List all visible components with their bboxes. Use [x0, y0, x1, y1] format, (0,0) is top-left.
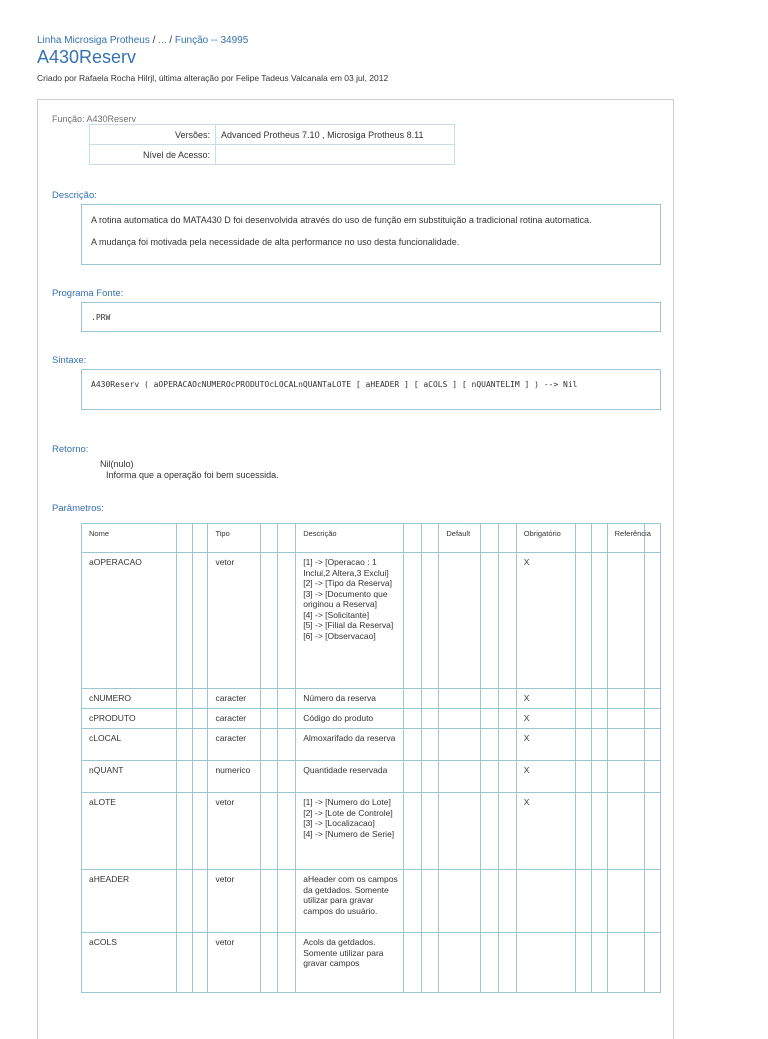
parametro-nome: nQUANT	[82, 761, 177, 793]
parametro-row	[82, 553, 661, 689]
parametro-tipo: caracter	[208, 709, 260, 729]
parametro-nome: cLOCAL	[82, 729, 177, 761]
parametro-tipo: caracter	[208, 729, 260, 761]
parametro-obrigatorio: X	[516, 553, 576, 689]
parametro-tipo: vetor	[208, 793, 260, 870]
parametro-default	[439, 729, 481, 761]
parametro-tipo: vetor	[208, 553, 260, 689]
parametro-obrigatorio: X	[516, 793, 576, 870]
versoes-label: Versões:	[90, 125, 216, 145]
sintaxe-heading: Sintaxe:	[52, 355, 87, 366]
parametro-tipo: vetor	[208, 870, 260, 933]
breadcrumb-link-funcao[interactable]: Função -- 34995	[174, 35, 249, 46]
page-title: A430Reserv	[37, 47, 137, 67]
parametro-obrigatorio: X	[516, 709, 576, 729]
header-nome: Nome	[82, 524, 177, 553]
page-metadata: Criado por Rafaela Rocha Hilrjl, última alteração por Felipe Tadeus Valcanala em 03 jul, 2012	[37, 73, 389, 83]
parametro-row	[82, 729, 661, 761]
parametro-descricao: Almoxarifado da reserva	[296, 729, 404, 761]
parametro-nome: aCOLS	[82, 933, 177, 993]
parametros-heading: Parâmetros:	[52, 503, 104, 514]
parametro-row	[82, 761, 661, 793]
programa-fonte-heading: Programa Fonte:	[52, 288, 124, 299]
parametro-nome: cNUMERO	[82, 689, 177, 709]
descricao-paragraph-2: A mudança foi motivada pela necessidade de alta performance no uso desta funcionalidade.	[91, 237, 460, 247]
parametro-obrigatorio: X	[516, 761, 576, 793]
parametro-referencia	[607, 761, 645, 793]
parametro-row	[82, 689, 661, 709]
parametro-obrigatorio: X	[516, 689, 576, 709]
parametro-nome: aLOTE	[82, 793, 177, 870]
info-row-versoes	[90, 125, 455, 145]
retorno-heading: Retorno:	[52, 444, 89, 455]
header-referencia: Referência	[607, 524, 645, 553]
parametro-descricao: [1] -> [Numero do Lote] [2] -> [Lote de Controle] [3] -> [Localizacao] [4] -> [Numero de Serie]	[296, 793, 404, 870]
breadcrumb-separator: /	[152, 35, 156, 46]
parametro-default	[439, 689, 481, 709]
descricao-paragraph-1: A rotina automatica do MATA430 D foi desenvolvida através do uso de função em substituição a tradicional rotina automatica.	[91, 215, 592, 225]
descricao-box	[81, 204, 661, 265]
header-tipo: Tipo	[208, 524, 260, 553]
parametro-descricao: Código do produto	[296, 709, 404, 729]
versoes-value: Advanced Protheus 7.10 , Microsiga Protheus 8.11	[216, 125, 455, 145]
parametro-referencia	[607, 553, 645, 689]
parametro-nome: cPRODUTO	[82, 709, 177, 729]
retorno-description: Informa que a operação foi bem sucessida.	[106, 470, 279, 480]
parametro-tipo: vetor	[208, 933, 260, 993]
parametro-referencia	[607, 689, 645, 709]
parametro-default	[439, 553, 481, 689]
parametro-descricao: Quantidade reservada	[296, 761, 404, 793]
parametro-default	[439, 761, 481, 793]
parametros-table	[81, 523, 661, 993]
nivel-value	[216, 145, 455, 165]
programa-fonte-box: .PRW	[81, 302, 661, 332]
parametro-obrigatorio	[516, 870, 576, 933]
parametro-referencia	[607, 870, 645, 933]
parametro-row	[82, 709, 661, 729]
parametro-referencia	[607, 933, 645, 993]
parametro-obrigatorio: X	[516, 729, 576, 761]
parametro-row	[82, 933, 661, 993]
parametro-descricao: Acols da getdados. Somente utilizar para gravar campos	[296, 933, 404, 993]
parametro-default	[439, 933, 481, 993]
parametro-referencia	[607, 793, 645, 870]
parametro-descricao: [1] -> [Operacao : 1 Inclui,2 Altera,3 Exclui] [2] -> [Tipo da Reserva] [3] -> [Documento que originou a Reserva] [4] -> [Solicitante] [5] -> [Filial da Reserva] [6] -> [Observacao]	[296, 553, 404, 689]
parametro-row	[82, 793, 661, 870]
parametro-row	[82, 870, 661, 933]
parametro-obrigatorio	[516, 933, 576, 993]
parametro-nome: aOPERACAO	[82, 553, 177, 689]
retorno-type: Nil(nulo)	[100, 459, 134, 469]
breadcrumb-link-ellipsis[interactable]: ...	[158, 35, 167, 46]
breadcrumb-separator: /	[169, 35, 173, 46]
header-default: Default	[439, 524, 481, 553]
parametro-default	[439, 870, 481, 933]
parametro-referencia	[607, 709, 645, 729]
breadcrumb-link-linha[interactable]: Linha Microsiga Protheus	[37, 35, 150, 46]
retorno-block	[100, 459, 279, 481]
parametro-descricao: aHeader com os campos da getdados. Somente utilizar para gravar campos do usuário.	[296, 870, 404, 933]
parametros-body	[82, 553, 661, 993]
breadcrumb	[37, 35, 248, 46]
header-descricao: Descrição	[296, 524, 404, 553]
parametro-descricao: Número da reserva	[296, 689, 404, 709]
parametro-default	[439, 709, 481, 729]
parametro-referencia	[607, 729, 645, 761]
parametro-nome: aHEADER	[82, 870, 177, 933]
funcao-label: Função: A430Reserv	[52, 114, 137, 124]
parametro-default	[439, 793, 481, 870]
parametro-tipo: numerico	[208, 761, 260, 793]
sintaxe-box: A430Reserv ( aOPERACAOcNUMEROcPRODUTOcLOCALnQUANTaLOTE [ aHEADER ] [ aCOLS ] [ nQUANTELIM ] ) --> Nil	[81, 369, 661, 410]
descricao-heading: Descrição:	[52, 190, 97, 201]
nivel-label: Nível de Acesso:	[90, 145, 216, 165]
header-obrigatorio: Obrigatório	[516, 524, 576, 553]
info-row-nivel	[90, 145, 455, 165]
parametro-tipo: caracter	[208, 689, 260, 709]
info-table	[89, 124, 455, 165]
parametros-header-row	[82, 524, 661, 553]
